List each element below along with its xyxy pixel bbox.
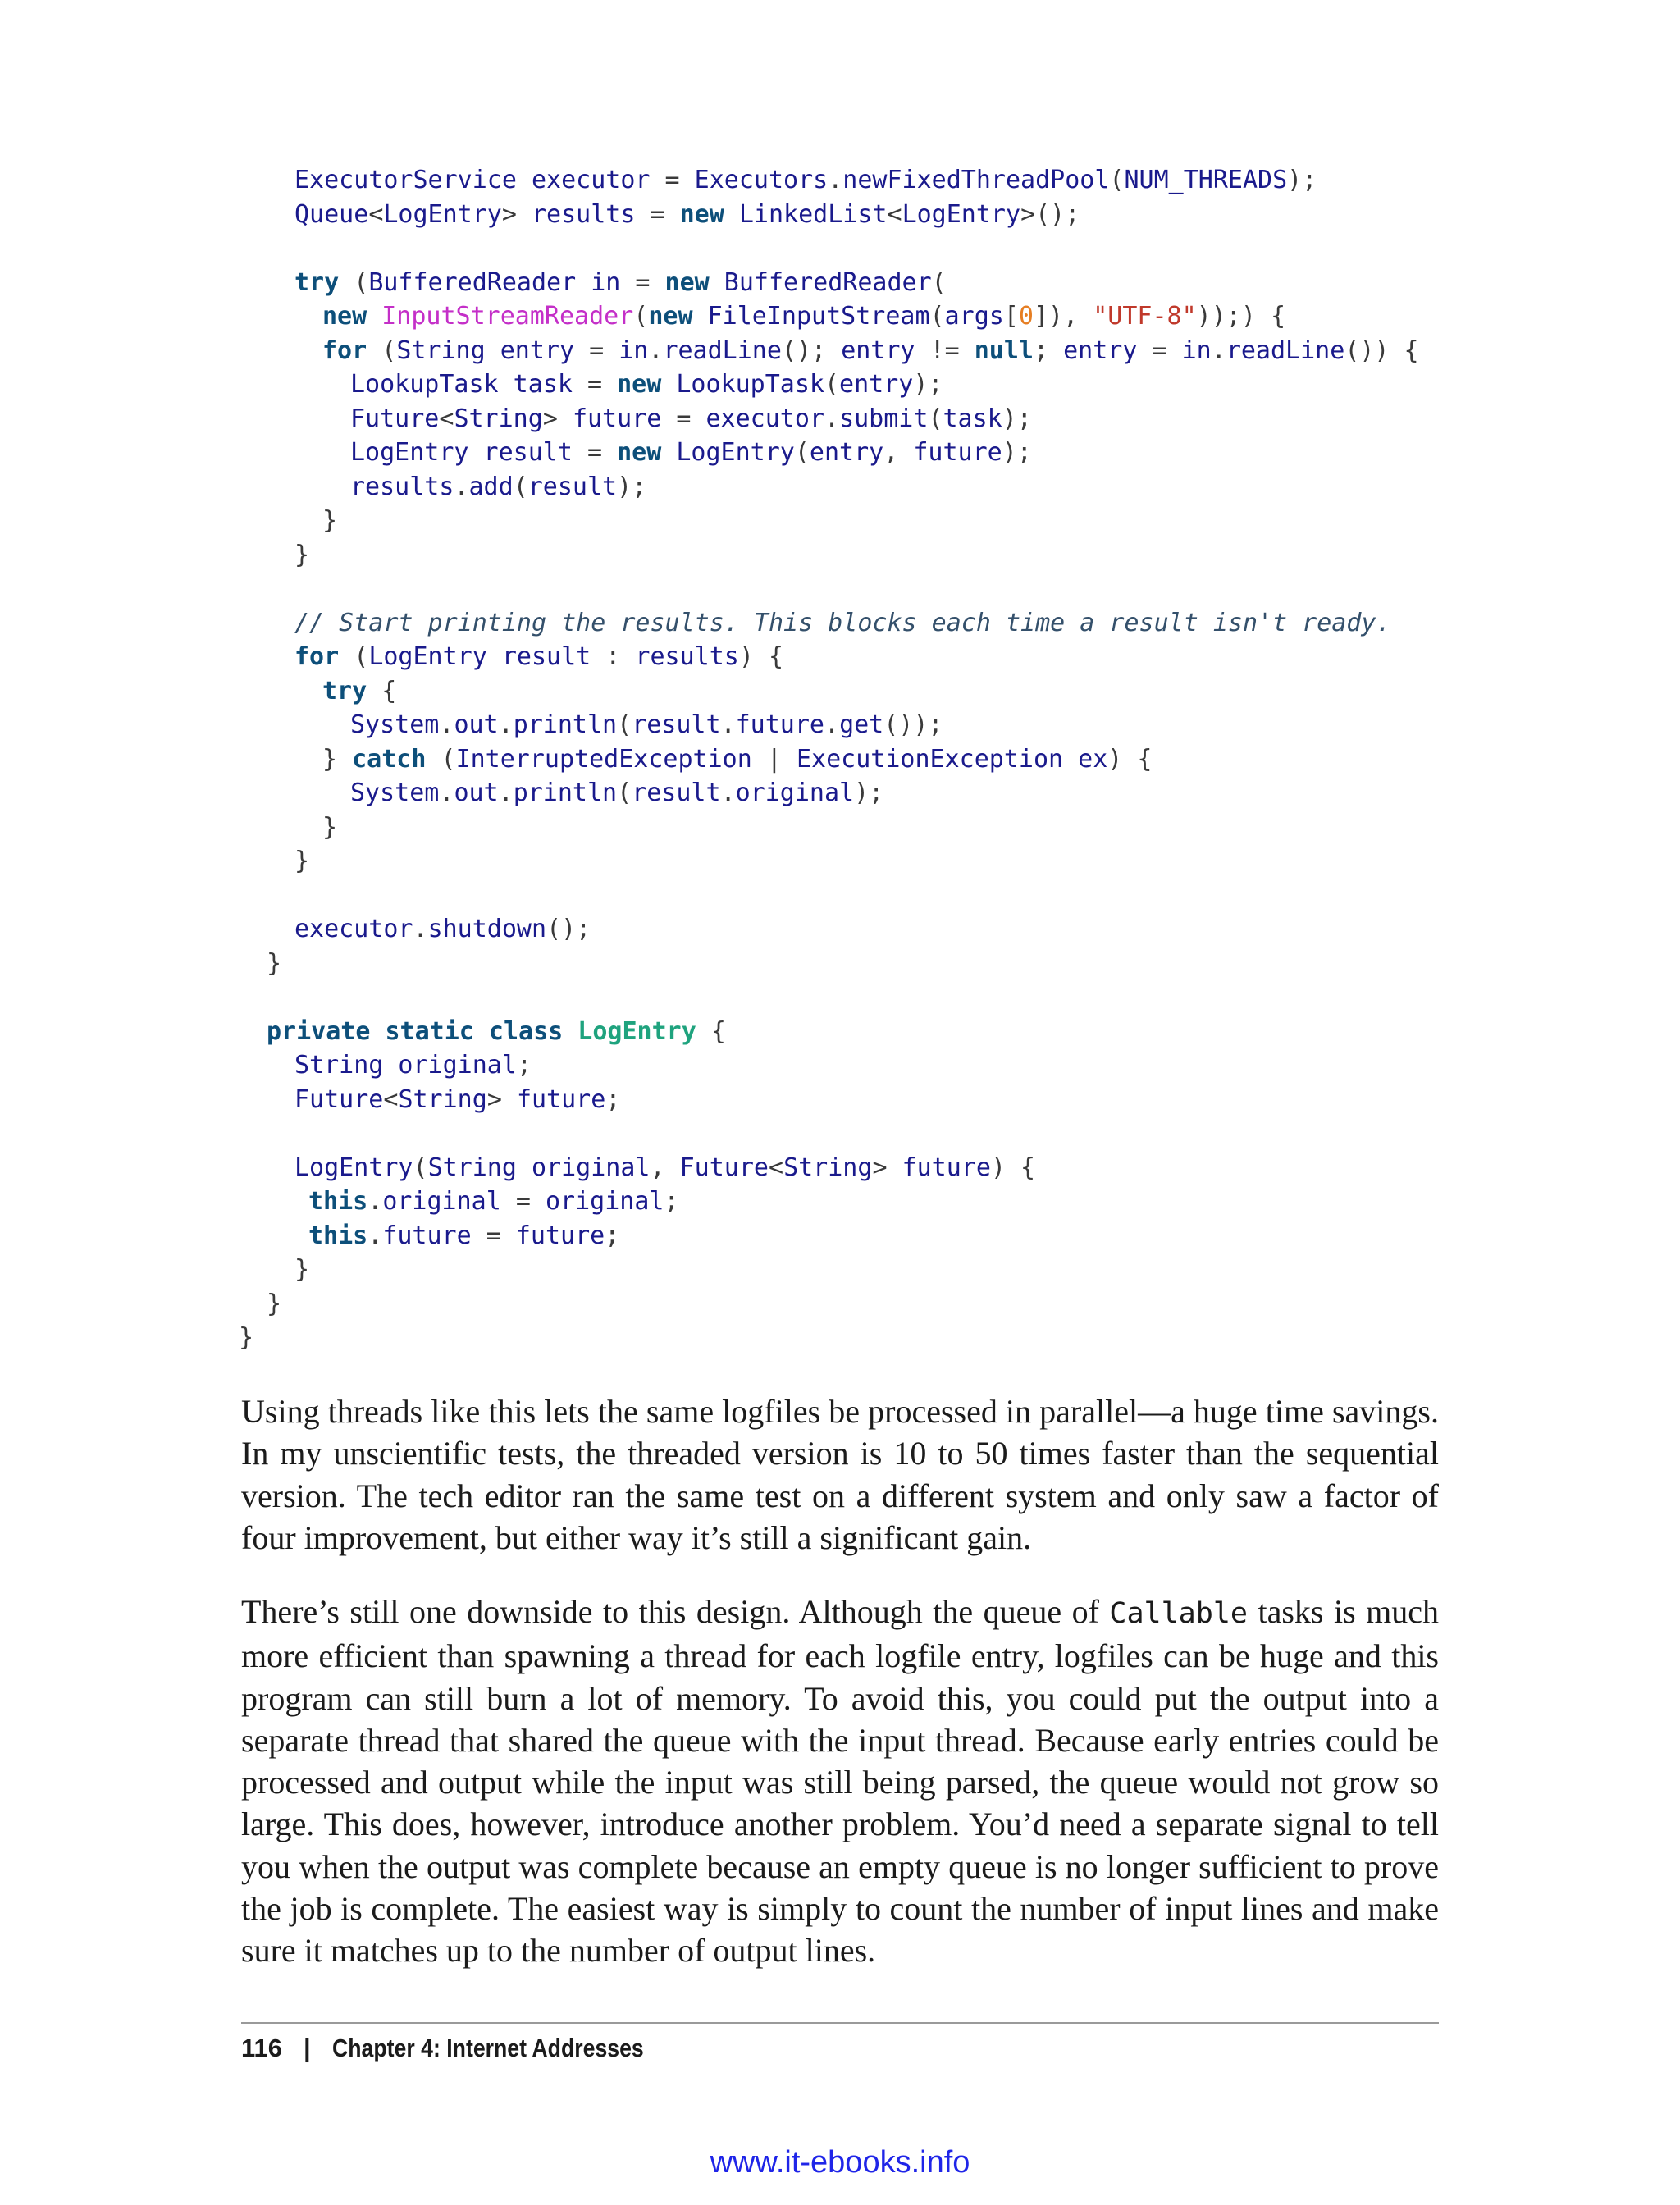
code-token: } <box>267 948 282 978</box>
code-token: ; <box>1034 336 1064 365</box>
footer-separator: | <box>304 2034 311 2062</box>
code-token: ExecutorService executor <box>294 166 665 194</box>
code-token: Future <box>679 1153 769 1182</box>
code-token: . <box>824 404 840 433</box>
code-token: in <box>619 336 649 365</box>
code-line <box>350 777 883 810</box>
code-token: submit <box>839 404 929 433</box>
code-line <box>294 845 309 878</box>
code-token: result <box>632 710 721 739</box>
code-token: readLine <box>663 336 782 365</box>
code-token: < <box>368 199 384 229</box>
code-token: } <box>322 506 338 535</box>
code-token: ; <box>605 1084 621 1114</box>
code-token: } <box>294 847 310 875</box>
code-token: . <box>720 778 736 807</box>
code-token: } <box>322 744 353 774</box>
code-token: result <box>527 472 618 501</box>
code-token: LogEntry result <box>350 438 587 467</box>
code-token: ( <box>617 778 632 807</box>
code-token: LogEntry <box>902 199 1021 229</box>
code-token: ( <box>381 336 397 365</box>
code-line <box>294 199 1080 231</box>
code-token: String entry <box>396 336 590 365</box>
code-token: BufferedReader <box>724 267 932 297</box>
code-token: results <box>532 199 651 229</box>
code-token: = <box>515 1187 546 1216</box>
code-token: = <box>1152 336 1182 365</box>
code-token: ]), <box>1033 302 1093 331</box>
code-line <box>294 1049 532 1082</box>
code-token: = <box>587 370 618 399</box>
code-token: future <box>735 710 824 739</box>
code-token: out <box>454 778 499 807</box>
code-token: add <box>468 472 514 501</box>
code-token: InputStreamReader <box>381 302 634 331</box>
code-line <box>322 504 337 537</box>
code-token: Queue <box>294 199 369 229</box>
code-token: Future <box>350 404 440 433</box>
code-token: readLine <box>1226 336 1345 365</box>
chapter-title: Chapter 4: Internet Addresses <box>331 2034 644 2062</box>
code-token: new <box>617 438 677 467</box>
code-line <box>322 743 1152 776</box>
code-token: null <box>974 336 1034 365</box>
code-token: = <box>635 267 665 297</box>
code-token: . <box>439 778 454 807</box>
code-token: } <box>239 1323 254 1352</box>
code-token: task <box>943 404 1002 433</box>
body-paragraph-1: Using threads like this lets the same logfiles be processed in parallel—a huge time savings. In my unscientific tests, the threaded version is 10 to 50 times faster than the sequential version. The tech editor ran the same test on a different system and only saw a factor of four improvement, but either way it’s still a significant gain. <box>241 1393 1439 1556</box>
code-token: , <box>883 438 914 467</box>
code-token: ( <box>354 642 369 671</box>
code-token: ( <box>928 404 943 433</box>
code-line <box>350 709 943 742</box>
code-line <box>294 267 947 299</box>
code-token: future <box>902 1153 991 1182</box>
code-token: } <box>294 540 310 569</box>
code-token: } <box>322 812 338 842</box>
code-token: , <box>650 1153 680 1182</box>
body-paragraph-2 <box>241 1591 1439 1972</box>
code-token: . <box>828 166 843 194</box>
code-token: >(); <box>1020 199 1080 229</box>
code-line <box>294 1152 1035 1185</box>
code-token: get <box>839 710 884 739</box>
code-line <box>267 947 281 980</box>
code-token: executor <box>294 915 413 943</box>
code-token: private static class <box>267 1016 578 1046</box>
code-token: ) { <box>990 1153 1036 1182</box>
code-token: > <box>542 404 573 433</box>
code-token: this <box>308 1221 368 1250</box>
code-token: > <box>501 199 532 229</box>
code-line <box>350 368 943 401</box>
footer-rule <box>241 2022 1439 2024</box>
code-token: < <box>887 199 902 229</box>
code-token: = <box>650 199 680 229</box>
code-token: new <box>648 302 708 331</box>
code-token: ); <box>1002 438 1032 467</box>
code-token: ; <box>605 1221 620 1250</box>
code-token: } <box>294 1255 310 1284</box>
code-token: catch <box>352 744 441 774</box>
code-token: LogEntry <box>383 199 502 229</box>
code-line <box>294 539 309 572</box>
code-token: ( <box>1109 166 1125 194</box>
code-token: . <box>720 710 736 739</box>
code-token: result <box>632 778 721 807</box>
code-token: ( <box>824 370 840 399</box>
code-token: 0 <box>1018 302 1034 331</box>
code-token: results <box>350 472 454 501</box>
code-token: InterruptedException <box>455 744 767 774</box>
code-token: ; <box>516 1051 532 1080</box>
code-token: LogEntry <box>578 1016 711 1046</box>
inline-code-callable: Callable <box>1109 1597 1248 1630</box>
code-token: . <box>648 336 664 365</box>
code-token: < <box>383 1084 399 1114</box>
page-footer <box>241 2034 694 2063</box>
code-token: (); <box>781 336 842 365</box>
code-token: (); <box>546 915 591 943</box>
code-token: { <box>710 1016 726 1046</box>
code-token: ( <box>413 1153 428 1182</box>
code-token: future <box>382 1221 486 1250</box>
code-token: future <box>572 404 677 433</box>
code-token: LogEntry result <box>368 642 606 671</box>
code-line <box>350 436 1032 469</box>
paragraph-2-text-after: tasks is much more efficient than spawning a thread for each logfile entry, logfiles can be huge and this program can still burn a lot of memory. To avoid this, you could put the output into a separate thread that shared the queue with the input thread. Because early entries could be processed and output while the input was still being parsed, the queue would not grow so large. This does, however, introduce another problem. You’d need a separate signal to tell you when the output was complete because an empty queue is no longer sufficient to prove the job is complete. The easiest way is simply to count the number of input lines and make sure it matches up to the number of output lines. <box>241 1593 1439 1970</box>
code-token: ( <box>794 438 810 467</box>
code-token: ( <box>931 267 947 297</box>
code-token: = <box>664 166 695 194</box>
code-line <box>322 675 396 708</box>
code-token: original <box>735 778 855 807</box>
paragraph-2-text-before: There’s still one downside to this design. Although the queue of <box>241 1593 1110 1630</box>
code-token: . <box>413 915 428 943</box>
code-token: LinkedList <box>738 199 888 229</box>
code-token: ( <box>354 267 369 297</box>
code-token: ( <box>441 744 456 774</box>
code-token: < <box>439 404 454 433</box>
code-token: println <box>513 778 618 807</box>
code-token: LogEntry <box>294 1153 413 1182</box>
code-token: ); <box>1002 404 1032 433</box>
code-token: { <box>381 676 397 705</box>
code-token: . <box>824 710 840 739</box>
code-token: args <box>944 302 1004 331</box>
code-token: > <box>872 1153 902 1182</box>
code-token: NUM_THREADS <box>1124 166 1288 194</box>
code-line <box>294 607 1391 640</box>
code-token: [ <box>1003 302 1019 331</box>
code-token: = <box>486 1221 516 1250</box>
code-token: = <box>589 336 619 365</box>
code-line <box>294 641 783 673</box>
code-token: System <box>350 778 440 807</box>
code-token: : <box>605 642 636 671</box>
code-token: String <box>398 1084 487 1114</box>
code-token: new <box>679 199 739 229</box>
code-token: System <box>350 710 440 739</box>
code-token: LookupTask task <box>350 370 587 399</box>
code-token: ); <box>913 370 943 399</box>
code-token: entry <box>839 370 914 399</box>
code-token: = <box>587 438 618 467</box>
code-token: . <box>368 1221 383 1250</box>
code-line <box>294 913 591 946</box>
code-token: ()); <box>883 710 943 739</box>
code-token: new <box>322 302 382 331</box>
code-line <box>350 471 646 504</box>
code-line <box>322 811 337 844</box>
code-token: ) { <box>1107 744 1153 774</box>
code-token: . <box>454 472 469 501</box>
code-token: results <box>635 642 739 671</box>
code-token: for <box>294 642 354 671</box>
code-token: ); <box>617 472 647 501</box>
code-token: try <box>322 676 382 705</box>
code-token: < <box>769 1153 784 1182</box>
code-token: . <box>1211 336 1226 365</box>
page-number: 116 <box>241 2034 283 2062</box>
code-token: > <box>486 1084 517 1114</box>
code-token: entry <box>841 336 930 365</box>
code-token: original <box>546 1187 664 1216</box>
code-token: shutdown <box>427 915 547 943</box>
code-token: newFixedThreadPool <box>842 166 1110 194</box>
code-token: . <box>439 710 454 739</box>
code-token: String <box>783 1153 873 1182</box>
code-line <box>350 403 1032 436</box>
code-token: ); <box>1287 166 1317 194</box>
code-token: try <box>294 267 354 297</box>
code-token: future <box>516 1084 606 1114</box>
code-line <box>294 1253 309 1286</box>
code-token: LogEntry <box>676 438 795 467</box>
code-token: executor <box>705 404 824 433</box>
code-token: ( <box>513 472 528 501</box>
code-line <box>267 1288 281 1321</box>
code-line <box>308 1220 619 1253</box>
code-token: = <box>676 404 706 433</box>
code-token: ExecutionException ex <box>796 744 1108 774</box>
code-token: ( <box>617 710 632 739</box>
code-token: | <box>766 744 797 774</box>
code-token: FileInputStream <box>707 302 930 331</box>
code-token: println <box>513 710 618 739</box>
code-token: String <box>454 404 543 433</box>
code-line <box>294 1084 620 1116</box>
code-line <box>308 1185 679 1218</box>
code-token: ()) { <box>1344 336 1419 365</box>
code-token: LookupTask <box>676 370 824 399</box>
code-token: entry <box>1063 336 1153 365</box>
code-line <box>322 300 1285 333</box>
code-token: . <box>368 1187 383 1216</box>
code-token: ); <box>854 778 884 807</box>
code-token: . <box>498 778 514 807</box>
code-token: ) { <box>738 642 784 671</box>
code-token: ; <box>664 1187 679 1216</box>
code-line <box>294 164 1317 197</box>
code-token: Executors <box>694 166 829 194</box>
code-token: != <box>929 336 975 365</box>
code-token: entry <box>809 438 884 467</box>
code-line <box>239 1322 253 1354</box>
code-token: . <box>498 710 514 739</box>
code-line <box>267 1016 726 1048</box>
code-token: future <box>913 438 1002 467</box>
code-token: ( <box>633 302 649 331</box>
code-token: ));) { <box>1196 302 1286 331</box>
watermark-link[interactable]: www.it-ebooks.info <box>710 2145 970 2180</box>
code-token: new <box>617 370 677 399</box>
code-token: new <box>664 267 724 297</box>
code-token: } <box>267 1289 282 1318</box>
code-token: // Start printing the results. This blocks each time a result isn't ready. <box>294 608 1391 637</box>
code-token: out <box>454 710 499 739</box>
code-token: original <box>382 1187 516 1216</box>
code-token: String original <box>427 1153 651 1182</box>
code-token: String original <box>294 1051 517 1080</box>
code-token: BufferedReader in <box>368 267 636 297</box>
code-token: for <box>322 336 382 365</box>
code-token: future <box>515 1221 605 1250</box>
code-line <box>322 335 1419 368</box>
code-token: "UTF-8" <box>1093 302 1197 331</box>
code-token: this <box>308 1187 368 1216</box>
code-token: ( <box>929 302 945 331</box>
code-token: Future <box>294 1084 384 1114</box>
code-token: in <box>1181 336 1212 365</box>
